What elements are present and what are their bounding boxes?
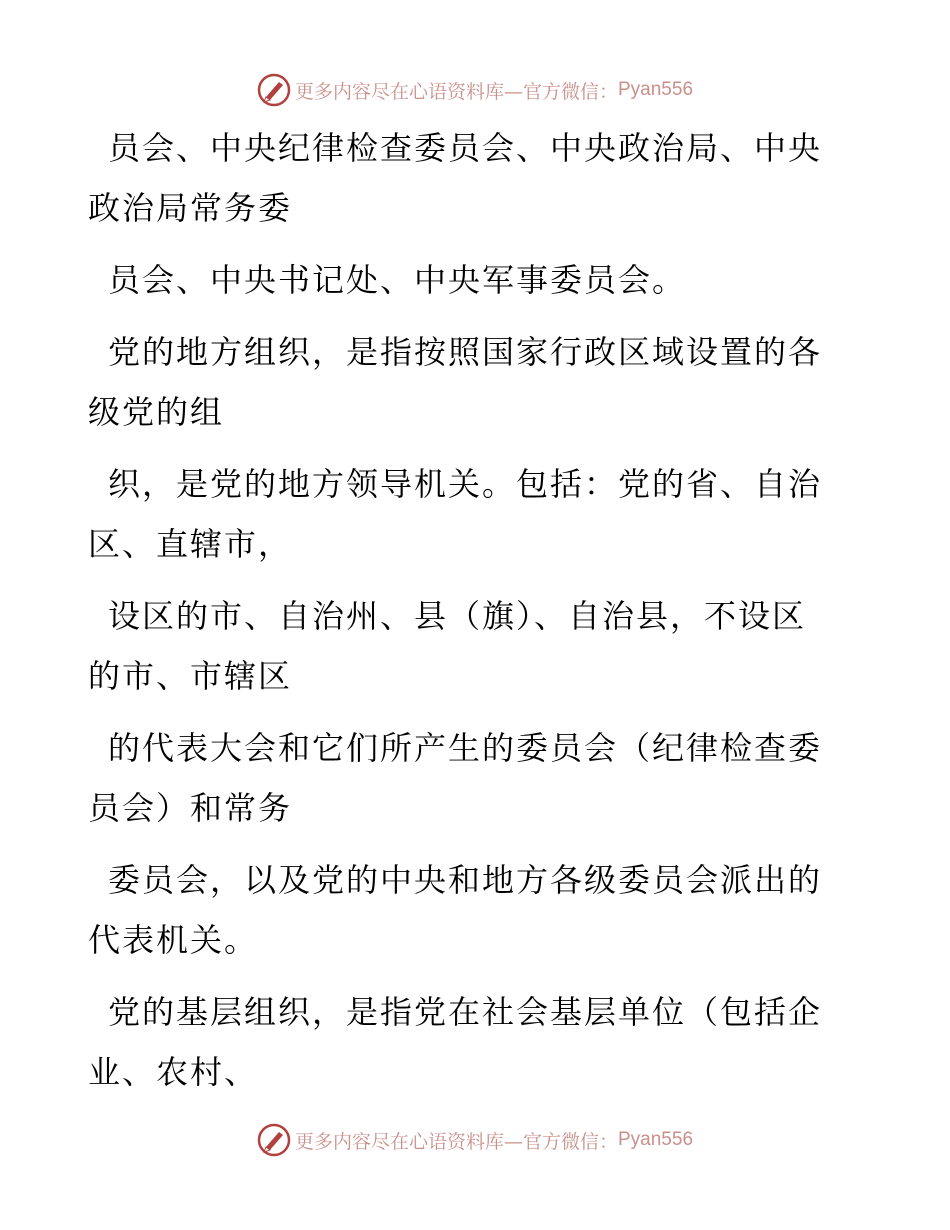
pen-logo-icon (257, 73, 291, 107)
paragraph-line: 的市、市辖区 (88, 657, 293, 695)
paragraph-8 (88, 982, 833, 1102)
paragraph-line: 织，是党的地方领导机关。包括：党的省、自治 (108, 465, 823, 503)
paragraph-line: 业、农村、 (88, 1053, 259, 1091)
paragraph-line: 员会、中央纪律检查委员会、中央政治局、中央 (108, 129, 823, 167)
footer-text: 更多内容尽在心语资料库—官方微信： (294, 1130, 618, 1153)
paragraph-1 (88, 118, 833, 238)
paragraph-line: 区、直辖市， (88, 525, 293, 563)
pen-logo-icon (257, 1123, 291, 1157)
paragraph-5 (88, 586, 833, 706)
paragraph-line: 员会、中央书记处、中央军事委员会。 (108, 261, 687, 299)
paragraph-line: 设区的市、自治州、县（旗）、自治县，不设区 (108, 597, 807, 635)
paragraph-6 (88, 718, 833, 838)
paragraph-line: 代表机关。 (88, 921, 259, 959)
header-watermark (0, 70, 950, 110)
header-text: 更多内容尽在心语资料库—官方微信： (294, 80, 618, 103)
paragraph-7 (88, 850, 833, 970)
paragraph-line: 员会）和常务 (88, 789, 293, 827)
footer-watermark (0, 1120, 950, 1160)
paragraph-line: 党的地方组织，是指按照国家行政区域设置的各 (108, 333, 823, 371)
paragraph-line: 党的基层组织，是指党在社会基层单位（包括企 (108, 993, 823, 1031)
paragraph-line: 级党的组 (88, 393, 225, 431)
paragraph-4 (88, 454, 833, 574)
paragraph-line: 委员会，以及党的中央和地方各级委员会派出的 (108, 861, 823, 899)
paragraph-line: 的代表大会和它们所产生的委员会（纪律检查委 (108, 729, 823, 767)
paragraph-2 (98, 250, 833, 310)
paragraph-line: 政治局常务委 (88, 189, 293, 227)
paragraph-3 (88, 322, 833, 442)
header-wechat-id: Pyan556 (618, 79, 694, 100)
footer-wechat-id: Pyan556 (618, 1129, 694, 1150)
document-body (88, 118, 833, 1114)
